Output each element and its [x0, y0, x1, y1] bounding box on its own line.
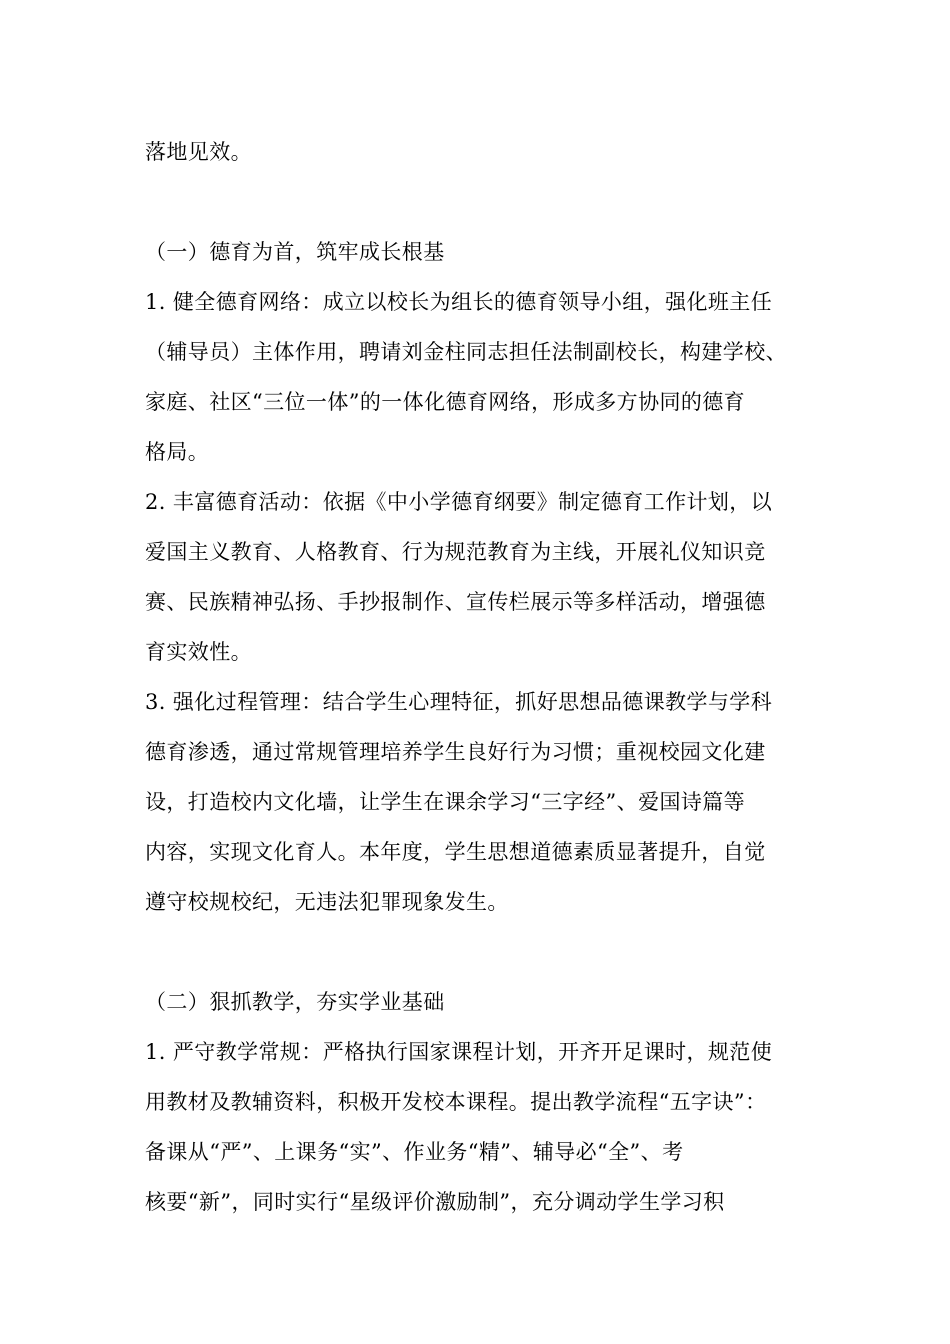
paragraph-line: 设，打造校内文化墙，让学生在课余学习“三字经”、爱国诗篇等: [145, 790, 746, 814]
paragraph-line: 2. 丰富德育活动：依据《中小学德育纲要》制定德育工作计划，以: [145, 490, 773, 514]
paragraph-line: （辅导员）主体作用，聘请刘金柱同志担任法制副校长，构建学校、: [145, 340, 787, 364]
paragraph-line: 育实效性。: [145, 640, 252, 664]
paragraph-line: 用教材及教辅资料，积极开发校本课程。提出教学流程“五字诀”：: [145, 1090, 767, 1114]
paragraph-line: 3. 强化过程管理：结合学生心理特征，抓好思想品德课教学与学科: [145, 690, 773, 714]
paragraph-line: 核要“新”，同时实行“星级评价激励制”，充分调动学生学习积: [145, 1190, 725, 1214]
paragraph-line: 备课从“严”、上课务“实”、作业务“精”、辅导必“全”、考: [145, 1140, 684, 1164]
paragraph-line: 赛、民族精神弘扬、手抄报制作、宣传栏展示等多样活动，增强德: [145, 590, 766, 614]
section-heading-2: （二）狠抓教学，夯实学业基础: [145, 990, 445, 1014]
paragraph-line: 1. 严守教学常规：严格执行国家课程计划，开齐开足课时，规范使: [145, 1040, 773, 1064]
paragraph-line: 内容，实现文化育人。本年度，学生思想道德素质显著提升，自觉: [145, 840, 766, 864]
paragraph-line: 遵守校规校纪，无违法犯罪现象发生。: [145, 890, 509, 914]
paragraph-line: 德育渗透，通过常规管理培养学生良好行为习惯；重视校园文化建: [145, 740, 766, 764]
paragraph-line: 落地见效。: [145, 140, 252, 164]
paragraph-line: 格局。: [145, 440, 210, 464]
paragraph-line: 爱国主义教育、人格教育、行为规范教育为主线，开展礼仪知识竞: [145, 540, 766, 564]
paragraph-line: 1. 健全德育网络：成立以校长为组长的德育领导小组，强化班主任: [145, 290, 773, 314]
paragraph-line: 家庭、社区“三位一体”的一体化德育网络，形成多方协同的德育: [145, 390, 746, 414]
section-heading-1: （一）德育为首，筑牢成长根基: [145, 240, 445, 264]
